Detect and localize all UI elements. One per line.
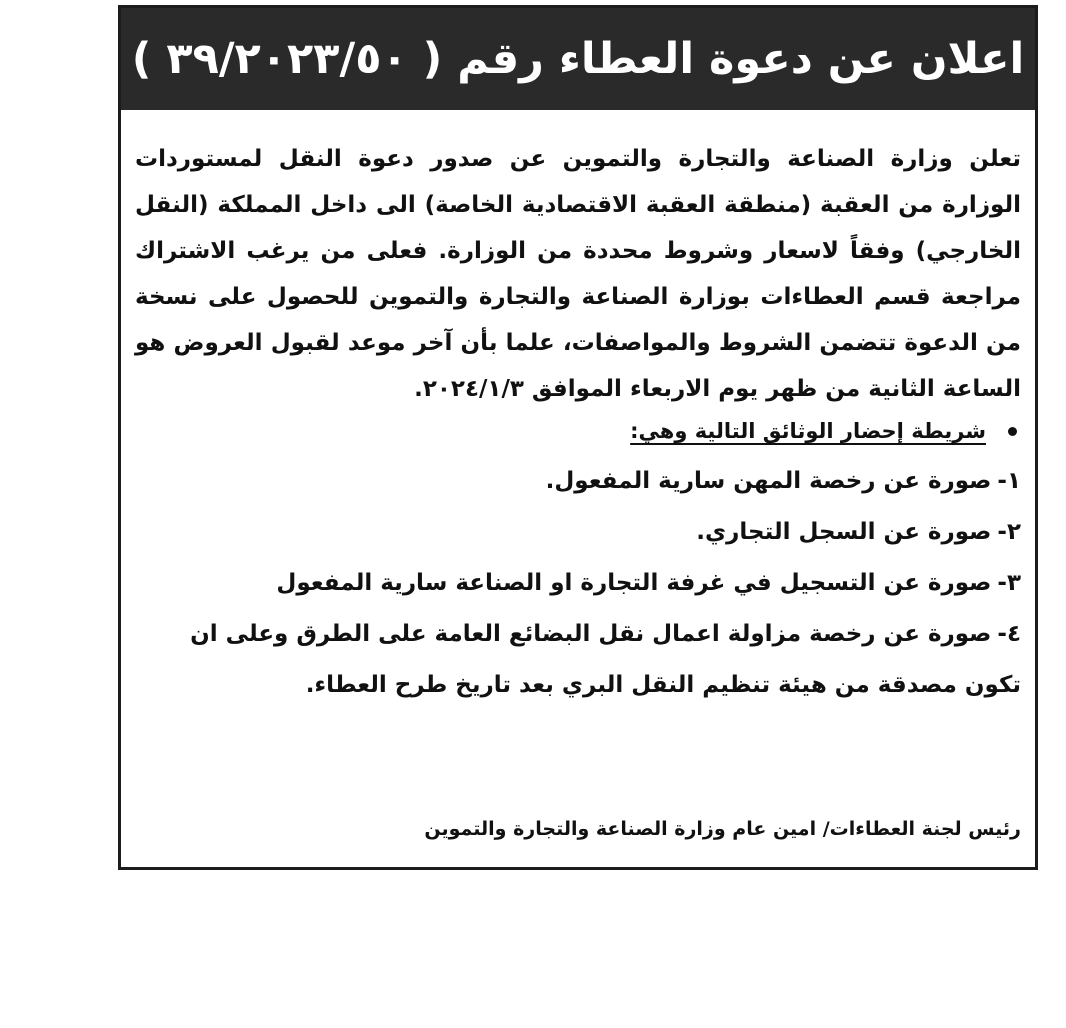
bullet-icon [1008,427,1017,436]
condition-line [135,412,1021,450]
requirement-number: ٢- [997,519,1021,545]
requirements-list [135,456,1021,711]
condition-heading: شريطة إحضار الوثائق التالية وهي: [630,419,986,443]
requirement-item [135,609,1021,711]
signature-line: رئيس لجنة العطاءات/ امين عام وزارة الصناعة والتجارة والتموين [424,818,1021,840]
requirement-item [135,456,1021,507]
notice-content [135,136,1021,711]
requirement-text: صورة عن السجل التجاري. [696,519,992,545]
notice-header [121,8,1035,110]
notice-title: اعلان عن دعوة العطاء رقم ( ٣٩/٢٠٢٣/٥٠ ) [131,34,1025,84]
requirement-text: صورة عن التسجيل في غرفة التجارة او الصناعة سارية المفعول [276,570,992,596]
requirement-text: صورة عن رخصة المهن سارية المفعول. [545,468,992,494]
requirement-number: ١- [997,468,1021,494]
requirement-number: ٣- [997,570,1021,596]
requirement-item [135,558,1021,609]
notice-paragraph: تعلن وزارة الصناعة والتجارة والتموين عن صدور دعوة النقل لمستوردات الوزارة من العقبة (منطقة العقبة الاقتصادية الخاصة) الى داخل المملكة (النقل الخارجي) وفقاً لاسعار وشروط محددة من الوزارة. فعلى من يرغب الاشتراك مراجعة قسم العطاءات بوزارة الصناعة والتجارة والتموين للحصول على نسخة من الدعوة تتضمن الشروط والمواصفات، علما بأن آخر موعد لقبول العروض هو الساعة الثانية من ظهر يوم الاربعاء الموافق ٢٠٢٤/١/٣. [135,146,1021,402]
tender-notice [118,5,1038,870]
requirement-item [135,507,1021,558]
requirement-number: ٤- [997,621,1021,647]
requirement-text: صورة عن رخصة مزاولة اعمال نقل البضائع العامة على الطرق وعلى ان تكون مصدقة من هيئة تنظيم النقل البري بعد تاريخ طرح العطاء. [190,621,1021,698]
